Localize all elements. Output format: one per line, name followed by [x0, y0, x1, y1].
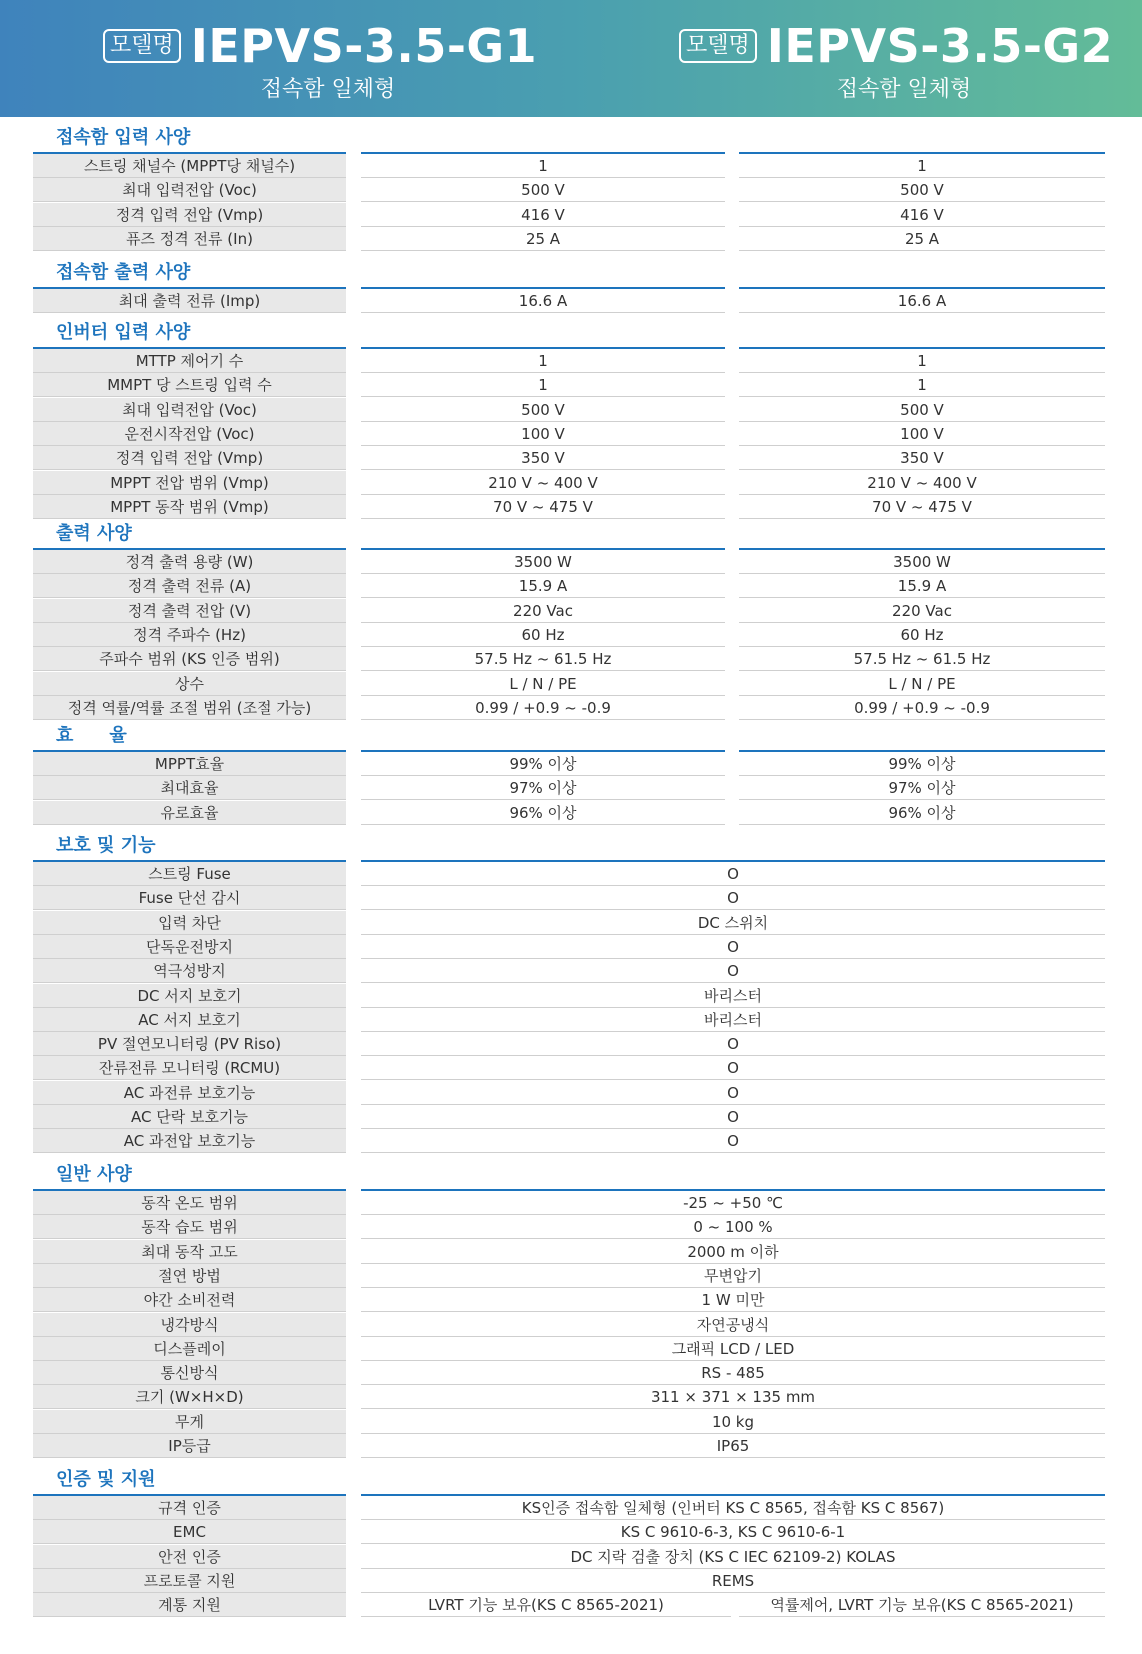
spec-label: 프로토콜 지원 [33, 1569, 346, 1593]
table-row [0, 1105, 1142, 1129]
table-row [0, 446, 1142, 470]
spec-value-g1: 25 A [361, 227, 725, 251]
spec-label: 최대 동작 고도 [33, 1240, 346, 1264]
table-row [0, 349, 1142, 373]
table-row [0, 801, 1142, 825]
spec-label: 규격 인증 [33, 1496, 346, 1520]
spec-label: 스트링 채널수 (MPPT당 채널수) [33, 154, 346, 178]
spec-label: 잔류전류 모니터링 (RCMU) [33, 1056, 346, 1080]
spec-label: 정격 입력 전압 (Vmp) [33, 203, 346, 227]
spec-label: AC 과전압 보호기능 [33, 1129, 346, 1153]
spec-label: PV 절연모니터링 (PV Riso) [33, 1032, 346, 1056]
spec-value-g2: 57.5 Hz ~ 61.5 Hz [739, 647, 1105, 671]
table-row [0, 1081, 1142, 1105]
spec-value-g1: 1 [361, 349, 725, 373]
table-row [0, 227, 1142, 251]
spec-value: 2000 m 이하 [361, 1240, 1105, 1264]
table-row [0, 550, 1142, 574]
model-badge: 모델명 [103, 29, 181, 63]
spec-value: KS인증 접속함 일체형 (인버터 KS C 8565, 접속함 KS C 8567) [361, 1496, 1105, 1520]
model-name: IEPVS-3.5-G2 [766, 19, 1114, 73]
spec-label: 디스플레이 [33, 1337, 346, 1361]
spec-label: 스트링 Fuse [33, 862, 346, 886]
spec-value-g2: 99% 이상 [739, 752, 1105, 776]
spec-value-g2: 350 V [739, 446, 1105, 470]
spec-value-g1: 500 V [361, 178, 725, 202]
table-row [0, 154, 1142, 178]
spec-value: 10 kg [361, 1410, 1105, 1434]
table-row [0, 1313, 1142, 1337]
spec-value: 무변압기 [361, 1264, 1105, 1288]
table-row [0, 647, 1142, 671]
spec-label: 동작 온도 범위 [33, 1191, 346, 1215]
spec-value-g2: 97% 이상 [739, 776, 1105, 800]
table-row [0, 911, 1142, 935]
spec-label: MPPT 전압 범위 (Vmp) [33, 471, 346, 495]
spec-value-g2: 3500 W [739, 550, 1105, 574]
spec-value-g2: 역률제어, LVRT 기능 보유(KS C 8565-2021) [739, 1593, 1105, 1617]
section-title: 인증 및 지원 [56, 1469, 156, 1490]
spec-value-g2: 1 [739, 349, 1105, 373]
section-title: 접속함 입력 사양 [56, 127, 191, 148]
spec-label: AC 서지 보호기 [33, 1008, 346, 1032]
spec-value: 바리스터 [361, 984, 1105, 1008]
spec-value-g2: 1 [739, 373, 1105, 397]
spec-label: 절연 방법 [33, 1264, 346, 1288]
spec-value: KS C 9610-6-3, KS C 9610-6-1 [361, 1520, 1105, 1544]
table-row [0, 696, 1142, 720]
table-row [0, 672, 1142, 696]
spec-label: 퓨즈 정격 전류 (In) [33, 227, 346, 251]
table-row [0, 1545, 1142, 1569]
spec-label: 운전시작전압 (Voc) [33, 422, 346, 446]
spec-value-g2: 0.99 / +0.9 ~ -0.9 [739, 696, 1105, 720]
table-row [0, 1410, 1142, 1434]
spec-value: O [361, 1056, 1105, 1080]
spec-value: O [361, 862, 1105, 886]
spec-value: 바리스터 [361, 1008, 1105, 1032]
spec-label: 주파수 범위 (KS 인증 범위) [33, 647, 346, 671]
table-row [0, 1056, 1142, 1080]
spec-label: 동작 습도 범위 [33, 1215, 346, 1239]
spec-label: 입력 차단 [33, 911, 346, 935]
spec-value: DC 스위치 [361, 911, 1105, 935]
spec-label: AC 단락 보호기능 [33, 1105, 346, 1129]
spec-label: 단독운전방지 [33, 935, 346, 959]
table-row [0, 599, 1142, 623]
spec-value-g2: 15.9 A [739, 574, 1105, 598]
spec-label: 유로효율 [33, 801, 346, 825]
spec-label: Fuse 단선 감시 [33, 886, 346, 910]
spec-value-g1: 15.9 A [361, 574, 725, 598]
spec-value: O [361, 1081, 1105, 1105]
table-row [0, 1496, 1142, 1520]
model-name: IEPVS-3.5-G1 [190, 19, 538, 73]
model-g2 [679, 18, 1114, 103]
spec-value-g1: 1 [361, 373, 725, 397]
table-row [0, 495, 1142, 519]
table-row [0, 1520, 1142, 1544]
spec-value-g1: 1 [361, 154, 725, 178]
table-row [0, 1264, 1142, 1288]
spec-value: 311 × 371 × 135 mm [361, 1385, 1105, 1409]
table-row [0, 1593, 1142, 1617]
table-row [0, 1240, 1142, 1264]
spec-value-g2: 500 V [739, 398, 1105, 422]
table-row [0, 471, 1142, 495]
table-row [0, 1215, 1142, 1239]
spec-value-g2: 416 V [739, 203, 1105, 227]
spec-label: 정격 역률/역률 조절 범위 (조절 가능) [33, 696, 346, 720]
spec-value-g1: 99% 이상 [361, 752, 725, 776]
table-row [0, 1288, 1142, 1312]
table-row [0, 862, 1142, 886]
spec-label: 최대 출력 전류 (Imp) [33, 289, 346, 313]
spec-value-g1: 500 V [361, 398, 725, 422]
spec-label: MTTP 제어기 수 [33, 349, 346, 373]
spec-label: MPPT효율 [33, 752, 346, 776]
spec-value-g1: 97% 이상 [361, 776, 725, 800]
spec-label: 최대 입력전압 (Voc) [33, 398, 346, 422]
spec-value-g1: 3500 W [361, 550, 725, 574]
model-badge: 모델명 [679, 29, 757, 63]
spec-label: 최대 입력전압 (Voc) [33, 178, 346, 202]
spec-value: O [361, 1105, 1105, 1129]
table-row [0, 752, 1142, 776]
spec-value: O [361, 1032, 1105, 1056]
spec-value-g1: 96% 이상 [361, 801, 725, 825]
spec-value-g1: L / N / PE [361, 672, 725, 696]
table-row [0, 776, 1142, 800]
table-row [0, 1385, 1142, 1409]
spec-label: EMC [33, 1520, 346, 1544]
spec-value-g1: 350 V [361, 446, 725, 470]
spec-label: 최대효율 [33, 776, 346, 800]
spec-value: 자연공냉식 [361, 1313, 1105, 1337]
model-type: 접속함 일체형 [260, 77, 396, 102]
spec-value: O [361, 959, 1105, 983]
spec-value-g2: 100 V [739, 422, 1105, 446]
spec-value-g1: 210 V ~ 400 V [361, 471, 725, 495]
spec-label: 정격 입력 전압 (Vmp) [33, 446, 346, 470]
spec-label: 정격 출력 용량 (W) [33, 550, 346, 574]
table-row [0, 289, 1142, 313]
spec-value: O [361, 886, 1105, 910]
section-title: 효 율 [56, 725, 127, 746]
table-row [0, 398, 1142, 422]
spec-value-g2: 96% 이상 [739, 801, 1105, 825]
spec-value-g2: 70 V ~ 475 V [739, 495, 1105, 519]
spec-value: 그래픽 LCD / LED [361, 1337, 1105, 1361]
spec-value-g1: 57.5 Hz ~ 61.5 Hz [361, 647, 725, 671]
table-row [0, 1129, 1142, 1153]
spec-value-g1: 416 V [361, 203, 725, 227]
table-row [0, 959, 1142, 983]
table-row [0, 373, 1142, 397]
spec-value-g2: 1 [739, 154, 1105, 178]
spec-label: 크기 (W×H×D) [33, 1385, 346, 1409]
spec-value: RS - 485 [361, 1361, 1105, 1385]
spec-label: 야간 소비전력 [33, 1288, 346, 1312]
spec-label: MMPT 당 스트링 입력 수 [33, 373, 346, 397]
section-title: 출력 사양 [56, 523, 132, 544]
spec-value-g1: LVRT 기능 보유(KS C 8565-2021) [361, 1593, 731, 1617]
table-row [0, 1434, 1142, 1458]
spec-label: 정격 출력 전류 (A) [33, 574, 346, 598]
spec-label: 무게 [33, 1410, 346, 1434]
model-g1 [103, 18, 538, 103]
table-row [0, 203, 1142, 227]
spec-label: IP등급 [33, 1434, 346, 1458]
spec-value-g1: 100 V [361, 422, 725, 446]
spec-label: 정격 출력 전압 (V) [33, 599, 346, 623]
spec-value-g1: 16.6 A [361, 289, 725, 313]
table-row [0, 1008, 1142, 1032]
spec-value: O [361, 935, 1105, 959]
spec-label: AC 과전류 보호기능 [33, 1081, 346, 1105]
section-title: 보호 및 기능 [56, 835, 156, 856]
spec-label: 냉각방식 [33, 1313, 346, 1337]
table-row [0, 935, 1142, 959]
spec-value-g2: 60 Hz [739, 623, 1105, 647]
spec-value: 0 ~ 100 % [361, 1215, 1105, 1239]
spec-value: O [361, 1129, 1105, 1153]
table-row [0, 422, 1142, 446]
section-title: 인버터 입력 사양 [56, 322, 191, 343]
spec-value: IP65 [361, 1434, 1105, 1458]
spec-value-g2: 16.6 A [739, 289, 1105, 313]
spec-label: 안전 인증 [33, 1545, 346, 1569]
table-row [0, 1191, 1142, 1215]
section-title: 접속함 출력 사양 [56, 262, 191, 283]
table-row [0, 623, 1142, 647]
model-type: 접속함 일체형 [836, 77, 972, 102]
spec-label: 통신방식 [33, 1361, 346, 1385]
spec-value: REMS [361, 1569, 1105, 1593]
table-row [0, 1337, 1142, 1361]
spec-label: 상수 [33, 672, 346, 696]
table-row [0, 886, 1142, 910]
spec-value-g2: 25 A [739, 227, 1105, 251]
header-banner [0, 0, 1142, 117]
spec-value-g2: 210 V ~ 400 V [739, 471, 1105, 495]
spec-value-g1: 70 V ~ 475 V [361, 495, 725, 519]
spec-label: 정격 주파수 (Hz) [33, 623, 346, 647]
spec-label: MPPT 동작 범위 (Vmp) [33, 495, 346, 519]
table-row [0, 574, 1142, 598]
spec-value-g1: 60 Hz [361, 623, 725, 647]
spec-value: 1 W 미만 [361, 1288, 1105, 1312]
table-row [0, 178, 1142, 202]
spec-label: 계통 지원 [33, 1593, 346, 1617]
spec-label: DC 서지 보호기 [33, 984, 346, 1008]
spec-value-g1: 0.99 / +0.9 ~ -0.9 [361, 696, 725, 720]
spec-value-g2: L / N / PE [739, 672, 1105, 696]
spec-value: DC 지락 검출 장치 (KS C IEC 62109-2) KOLAS [361, 1545, 1105, 1569]
spec-label: 역극성방지 [33, 959, 346, 983]
table-row [0, 984, 1142, 1008]
spec-value-g2: 500 V [739, 178, 1105, 202]
spec-value-g1: 220 Vac [361, 599, 725, 623]
section-title: 일반 사양 [56, 1164, 132, 1185]
table-row [0, 1569, 1142, 1593]
table-row [0, 1361, 1142, 1385]
table-row [0, 1032, 1142, 1056]
spec-value-g2: 220 Vac [739, 599, 1105, 623]
spec-value: -25 ~ +50 ℃ [361, 1191, 1105, 1215]
